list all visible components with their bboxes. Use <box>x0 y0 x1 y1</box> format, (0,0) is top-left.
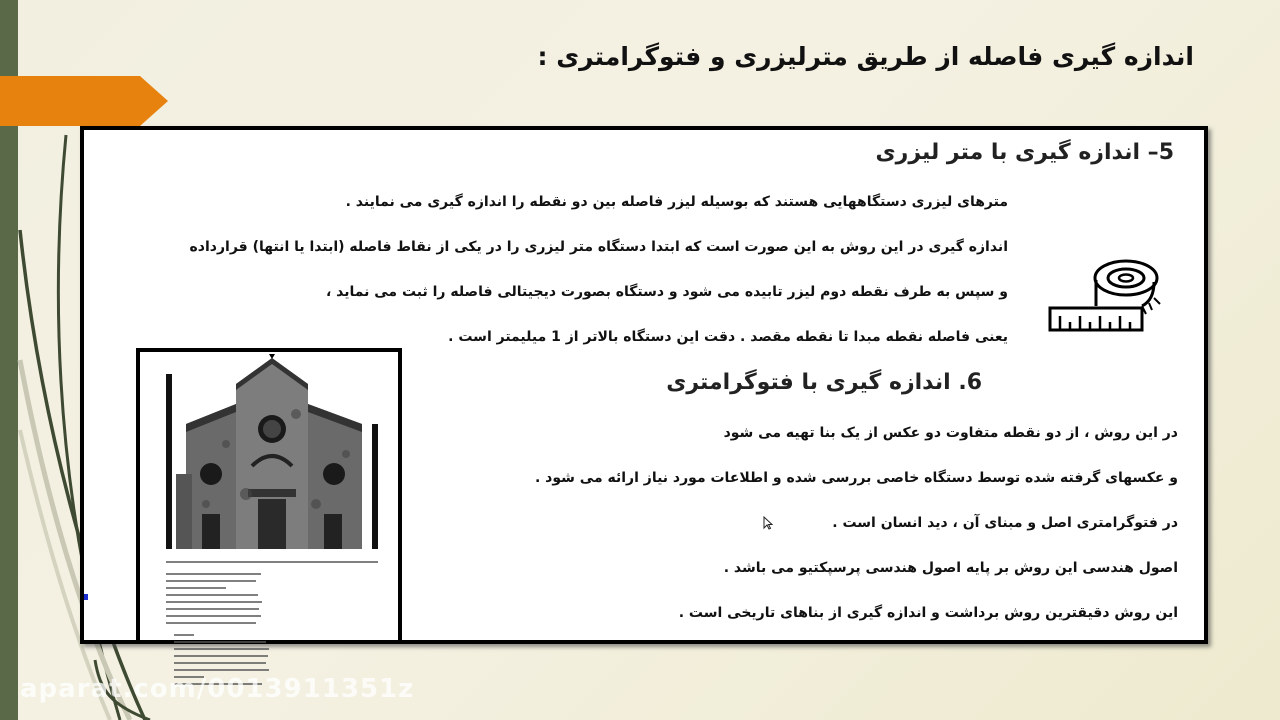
section-5-paragraph: اندازه گیری در این روش به این صورت است که ابتدا دستگاه متر لیزری را در یکی از نقاط فاصله (ابتدا یا انتها) قرارداده <box>189 239 1008 255</box>
slide-title: اندازه گیری فاصله از طریق مترلیزری و فتوگرامتری : <box>537 42 1194 71</box>
content-box <box>80 126 1208 644</box>
blue-tick-mark <box>84 594 88 600</box>
orange-arrow-banner <box>0 76 168 126</box>
section-6-paragraph: در این روش ، از دو نقطه متفاوت دو عکس از یک بنا تهیه می شود <box>723 425 1178 441</box>
watermark-text: aparat.com/0013911351z <box>20 674 415 704</box>
mouse-cursor-icon <box>763 516 773 530</box>
section-6-paragraph: و عکسهای گرفته شده توسط دستگاه خاصی بررسی شده و اطلاعات مورد نیاز ارائه می شود . <box>534 470 1178 486</box>
section-5-heading: 5– اندازه گیری با متر لیزری <box>875 140 1174 165</box>
section-6-paragraph: اصول هندسی این روش بر پایه اصول هندسی پرسپکتیو می باشد . <box>723 560 1178 576</box>
church-photo-frame <box>136 348 402 644</box>
section-5-paragraph: یعنی فاصله نقطه مبدا تا نقطه مقصد . دقت این دستگاه بالاتر از 1 میلیمتر است . <box>448 329 1008 345</box>
section-5-paragraph: و سپس به طرف نقطه دوم لیزر تابیده می شود و دستگاه بصورت دیجیتالی فاصله را ثبت می نماید ، <box>325 284 1008 300</box>
photo-caption-text <box>166 556 378 690</box>
section-6-paragraph: در فتوگرامتری اصل و مبنای آن ، دید انسان است . <box>832 515 1178 531</box>
section-6-paragraph: این روش دقیقترین روش برداشت و اندازه گیری از بناهای تاریخی است . <box>678 605 1178 621</box>
section-6-heading: 6. اندازه گیری با فتوگرامتری <box>666 370 982 395</box>
tape-measure-icon <box>1046 254 1166 334</box>
church-facade-photo <box>166 354 378 554</box>
section-5-paragraph: مترهای لیزری دستگاههایی هستند که بوسیله لیزر فاصله بین دو نقطه را اندازه گیری می نمایند . <box>345 194 1008 210</box>
